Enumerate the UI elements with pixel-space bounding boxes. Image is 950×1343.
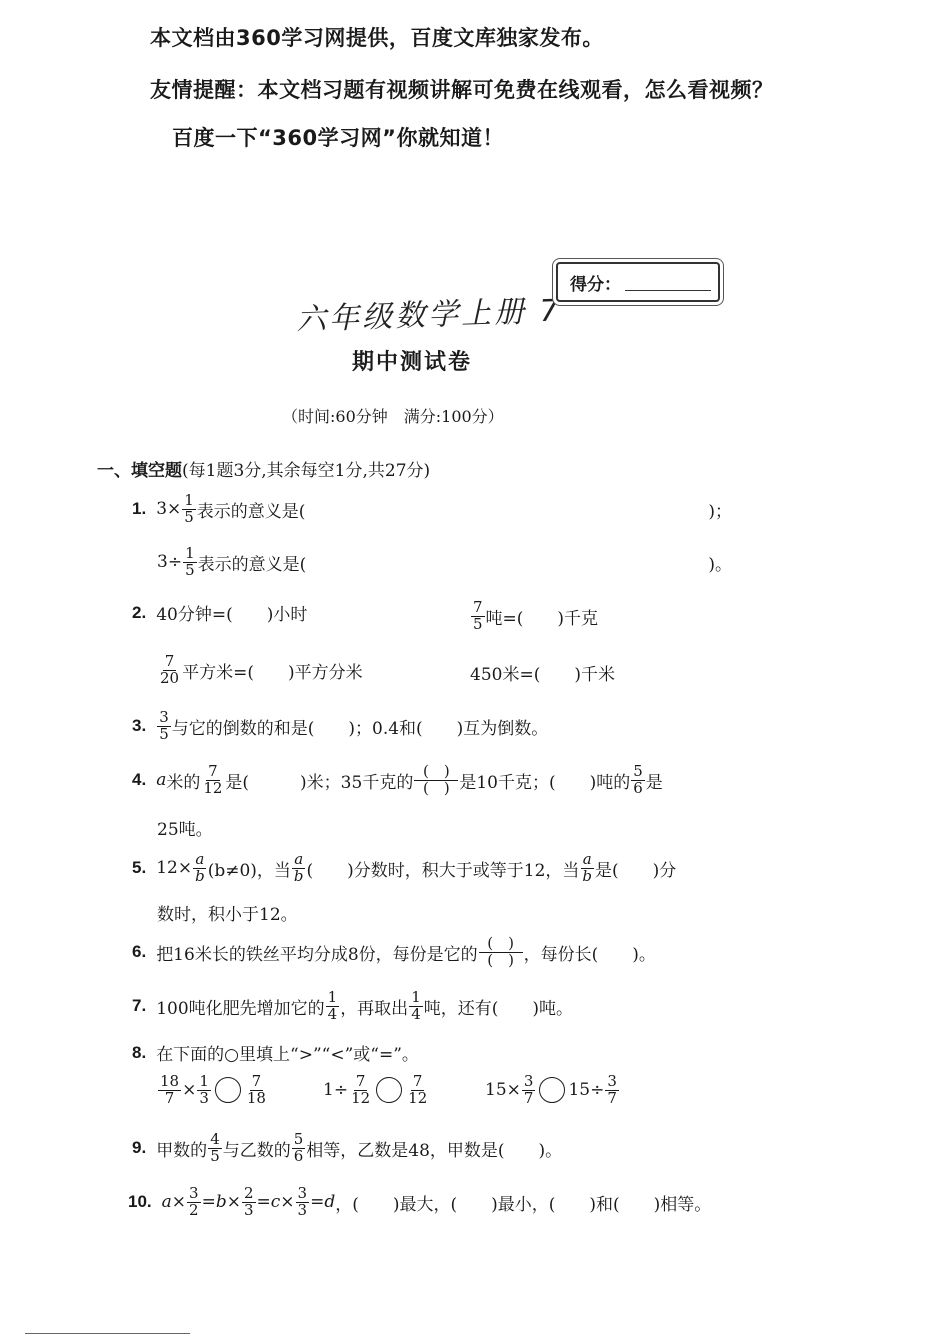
- operator: ×: [171, 1192, 187, 1213]
- fraction: $\frac{1}{3}$: [199, 1072, 209, 1107]
- question-4-cont: [157, 815, 213, 840]
- section-header: [97, 456, 430, 481]
- handwritten-heading: 六年级数学上册 7: [295, 293, 563, 338]
- footer-rule: [25, 1333, 190, 1334]
- q6-text-2: ，每份长( )。: [523, 944, 656, 965]
- var-a: a: [156, 770, 167, 791]
- var: b: [215, 1192, 227, 1213]
- operator: ×: [182, 1080, 197, 1101]
- q5-text-4: 是( )分: [595, 860, 677, 881]
- question-number: 10.: [128, 1192, 152, 1212]
- blank-fraction: $\frac{( )}{( )}$: [479, 936, 523, 969]
- score-box: [556, 262, 720, 302]
- var: d: [324, 1192, 336, 1213]
- question-4: [132, 764, 663, 797]
- question-2a: [132, 600, 307, 625]
- q2d-text: 450米=( )千米: [470, 665, 615, 685]
- q1b-text: 表示的意义是(: [197, 554, 307, 575]
- question-number: 3.: [132, 716, 147, 736]
- fraction: $\frac{5}{6}$: [293, 1130, 304, 1165]
- notice-line-3: 百度一下“360学习网”你就知道！: [172, 126, 504, 150]
- expr-prefix: 1÷: [323, 1080, 349, 1101]
- q9-text-3: 相等，乙数是48，甲数是( )。: [306, 1140, 563, 1161]
- question-number: 1.: [132, 499, 147, 519]
- fraction: $\frac{1}{4}$: [327, 988, 338, 1023]
- fraction: $\frac{1}{5}$: [184, 491, 194, 526]
- q6-text-1: 把16米长的铁丝平均分成8份，每份是它的: [156, 944, 478, 965]
- question-5: [132, 852, 676, 885]
- question-10: [128, 1186, 711, 1219]
- notice-line-2: 友情提醒：本文档习题有视频讲解可免费在线观看，怎么看视频？: [150, 78, 774, 102]
- q4-text-3: 是10千克；( )吨的: [459, 772, 631, 793]
- question-number: 6.: [132, 942, 147, 962]
- q7-text-2: ，再取出: [340, 998, 409, 1019]
- equals: =: [201, 1192, 216, 1213]
- question-number: 8.: [132, 1042, 147, 1062]
- fraction: $\frac{3}{7}$: [523, 1072, 534, 1107]
- q2c-text: 平方米=( )平方分米: [182, 662, 363, 683]
- fraction: $\frac{1}{4}$: [411, 988, 421, 1023]
- question-number: 7.: [132, 996, 147, 1016]
- var: c: [270, 1192, 281, 1213]
- q5-text-1: 12×: [156, 858, 193, 879]
- question-9: [132, 1132, 562, 1165]
- compare-circle[interactable]: [376, 1077, 402, 1103]
- blank-fraction: $\frac{( )}{( )}$: [414, 764, 458, 797]
- q5-text-3: ( )分数时，积大于或等于12，当: [306, 860, 580, 881]
- question-number: 4.: [132, 770, 147, 790]
- question-1a: [132, 493, 732, 526]
- fraction: $\frac{a}{b}$: [582, 850, 593, 885]
- score-blank: [625, 274, 711, 291]
- q5-text-2: (b≠0)，当: [207, 860, 291, 881]
- question-number: 2.: [132, 602, 147, 622]
- fraction: $\frac{4}{5}$: [210, 1130, 220, 1165]
- fraction: $\frac{3}{5}$: [159, 708, 169, 743]
- notice-line-1: 本文档由360学习网提供，百度文库独家发布。: [150, 26, 604, 50]
- section-note: (每1题3分,其余每空1分,共27分): [182, 461, 431, 481]
- question-2d: [470, 660, 615, 685]
- q3-text: 与它的倒数的和是( )；0.4和( )互为倒数。: [171, 718, 549, 739]
- q8-expression-2: [323, 1074, 430, 1107]
- question-2c: [157, 654, 363, 687]
- expr-mid: 15÷: [568, 1080, 605, 1101]
- fraction: $\frac{2}{3}$: [243, 1184, 254, 1219]
- q9-text-1: 甲数的: [156, 1140, 208, 1161]
- section-label: 一、填空题: [97, 461, 182, 481]
- q8-text: 在下面的○里填上“>”“<”或“=”。: [156, 1045, 419, 1065]
- q10-tail: ，( )最大，( )最小，( )和( )相等。: [335, 1194, 712, 1215]
- fraction: $\frac{7}{5}$: [473, 598, 483, 633]
- fraction: $\frac{1}{5}$: [185, 544, 195, 579]
- fraction: $\frac{7}{12}$: [408, 1072, 428, 1107]
- q5-continuation: 数时，积小于12。: [157, 905, 298, 925]
- var: a: [161, 1192, 172, 1213]
- expr-prefix: 15×: [485, 1080, 521, 1101]
- question-8: [132, 1040, 419, 1065]
- q9-text-2: 与乙数的: [222, 1140, 291, 1161]
- page-title: 期中测试卷: [352, 350, 473, 375]
- q8-expression-3: [485, 1074, 620, 1107]
- time-info: （时间:60分钟 满分:100分）: [282, 407, 504, 426]
- operator: ×: [280, 1192, 295, 1213]
- question-2b: [470, 600, 598, 633]
- score-label: 得分：: [570, 274, 621, 295]
- q1a-prefix: 3×: [156, 499, 182, 520]
- operator: ×: [226, 1192, 241, 1213]
- q1b-prefix: 3÷: [157, 552, 183, 573]
- q4-text-1: 米的: [166, 772, 201, 793]
- fraction: $\frac{7}{20}$: [160, 652, 180, 687]
- equals: =: [256, 1192, 271, 1213]
- q1a-text: 表示的意义是(: [196, 501, 306, 522]
- q2b-text: 吨=( )千克: [485, 608, 599, 629]
- q1a-end: )；: [708, 501, 732, 522]
- q2a-text: 40分钟=( )小时: [156, 605, 308, 625]
- q4-text-2: 是( )米；35千克的: [225, 772, 414, 793]
- compare-circle[interactable]: [215, 1077, 241, 1103]
- fraction: $\frac{a}{b}$: [293, 850, 304, 885]
- fraction: $\frac{a}{b}$: [195, 850, 205, 885]
- question-6: [132, 936, 656, 969]
- q1b-end: )。: [708, 554, 732, 575]
- q8-expression-1: [157, 1074, 269, 1107]
- question-number: 5.: [132, 858, 147, 878]
- fraction: $\frac{3}{2}$: [189, 1184, 199, 1219]
- question-5-cont: [157, 900, 298, 925]
- fraction: $\frac{18}{7}$: [160, 1072, 180, 1107]
- compare-circle[interactable]: [539, 1077, 565, 1103]
- fraction: $\frac{7}{12}$: [203, 762, 223, 797]
- q7-text-3: 吨，还有( )吨。: [423, 998, 573, 1019]
- fraction: $\frac{7}{12}$: [351, 1072, 371, 1107]
- fraction: $\frac{5}{6}$: [633, 762, 643, 797]
- question-1b: [157, 546, 732, 579]
- fraction: $\frac{7}{18}$: [246, 1072, 266, 1107]
- fraction: $\frac{3}{7}$: [607, 1072, 617, 1107]
- q4-continuation: 25吨。: [157, 820, 213, 840]
- equals: =: [310, 1192, 325, 1213]
- q4-text-4: 是: [645, 772, 663, 793]
- q7-text-1: 100吨化肥先增加它的: [156, 998, 325, 1019]
- question-number: 9.: [132, 1138, 147, 1158]
- fraction: $\frac{3}{3}$: [297, 1184, 308, 1219]
- question-3: [132, 710, 548, 743]
- question-7: [132, 990, 573, 1023]
